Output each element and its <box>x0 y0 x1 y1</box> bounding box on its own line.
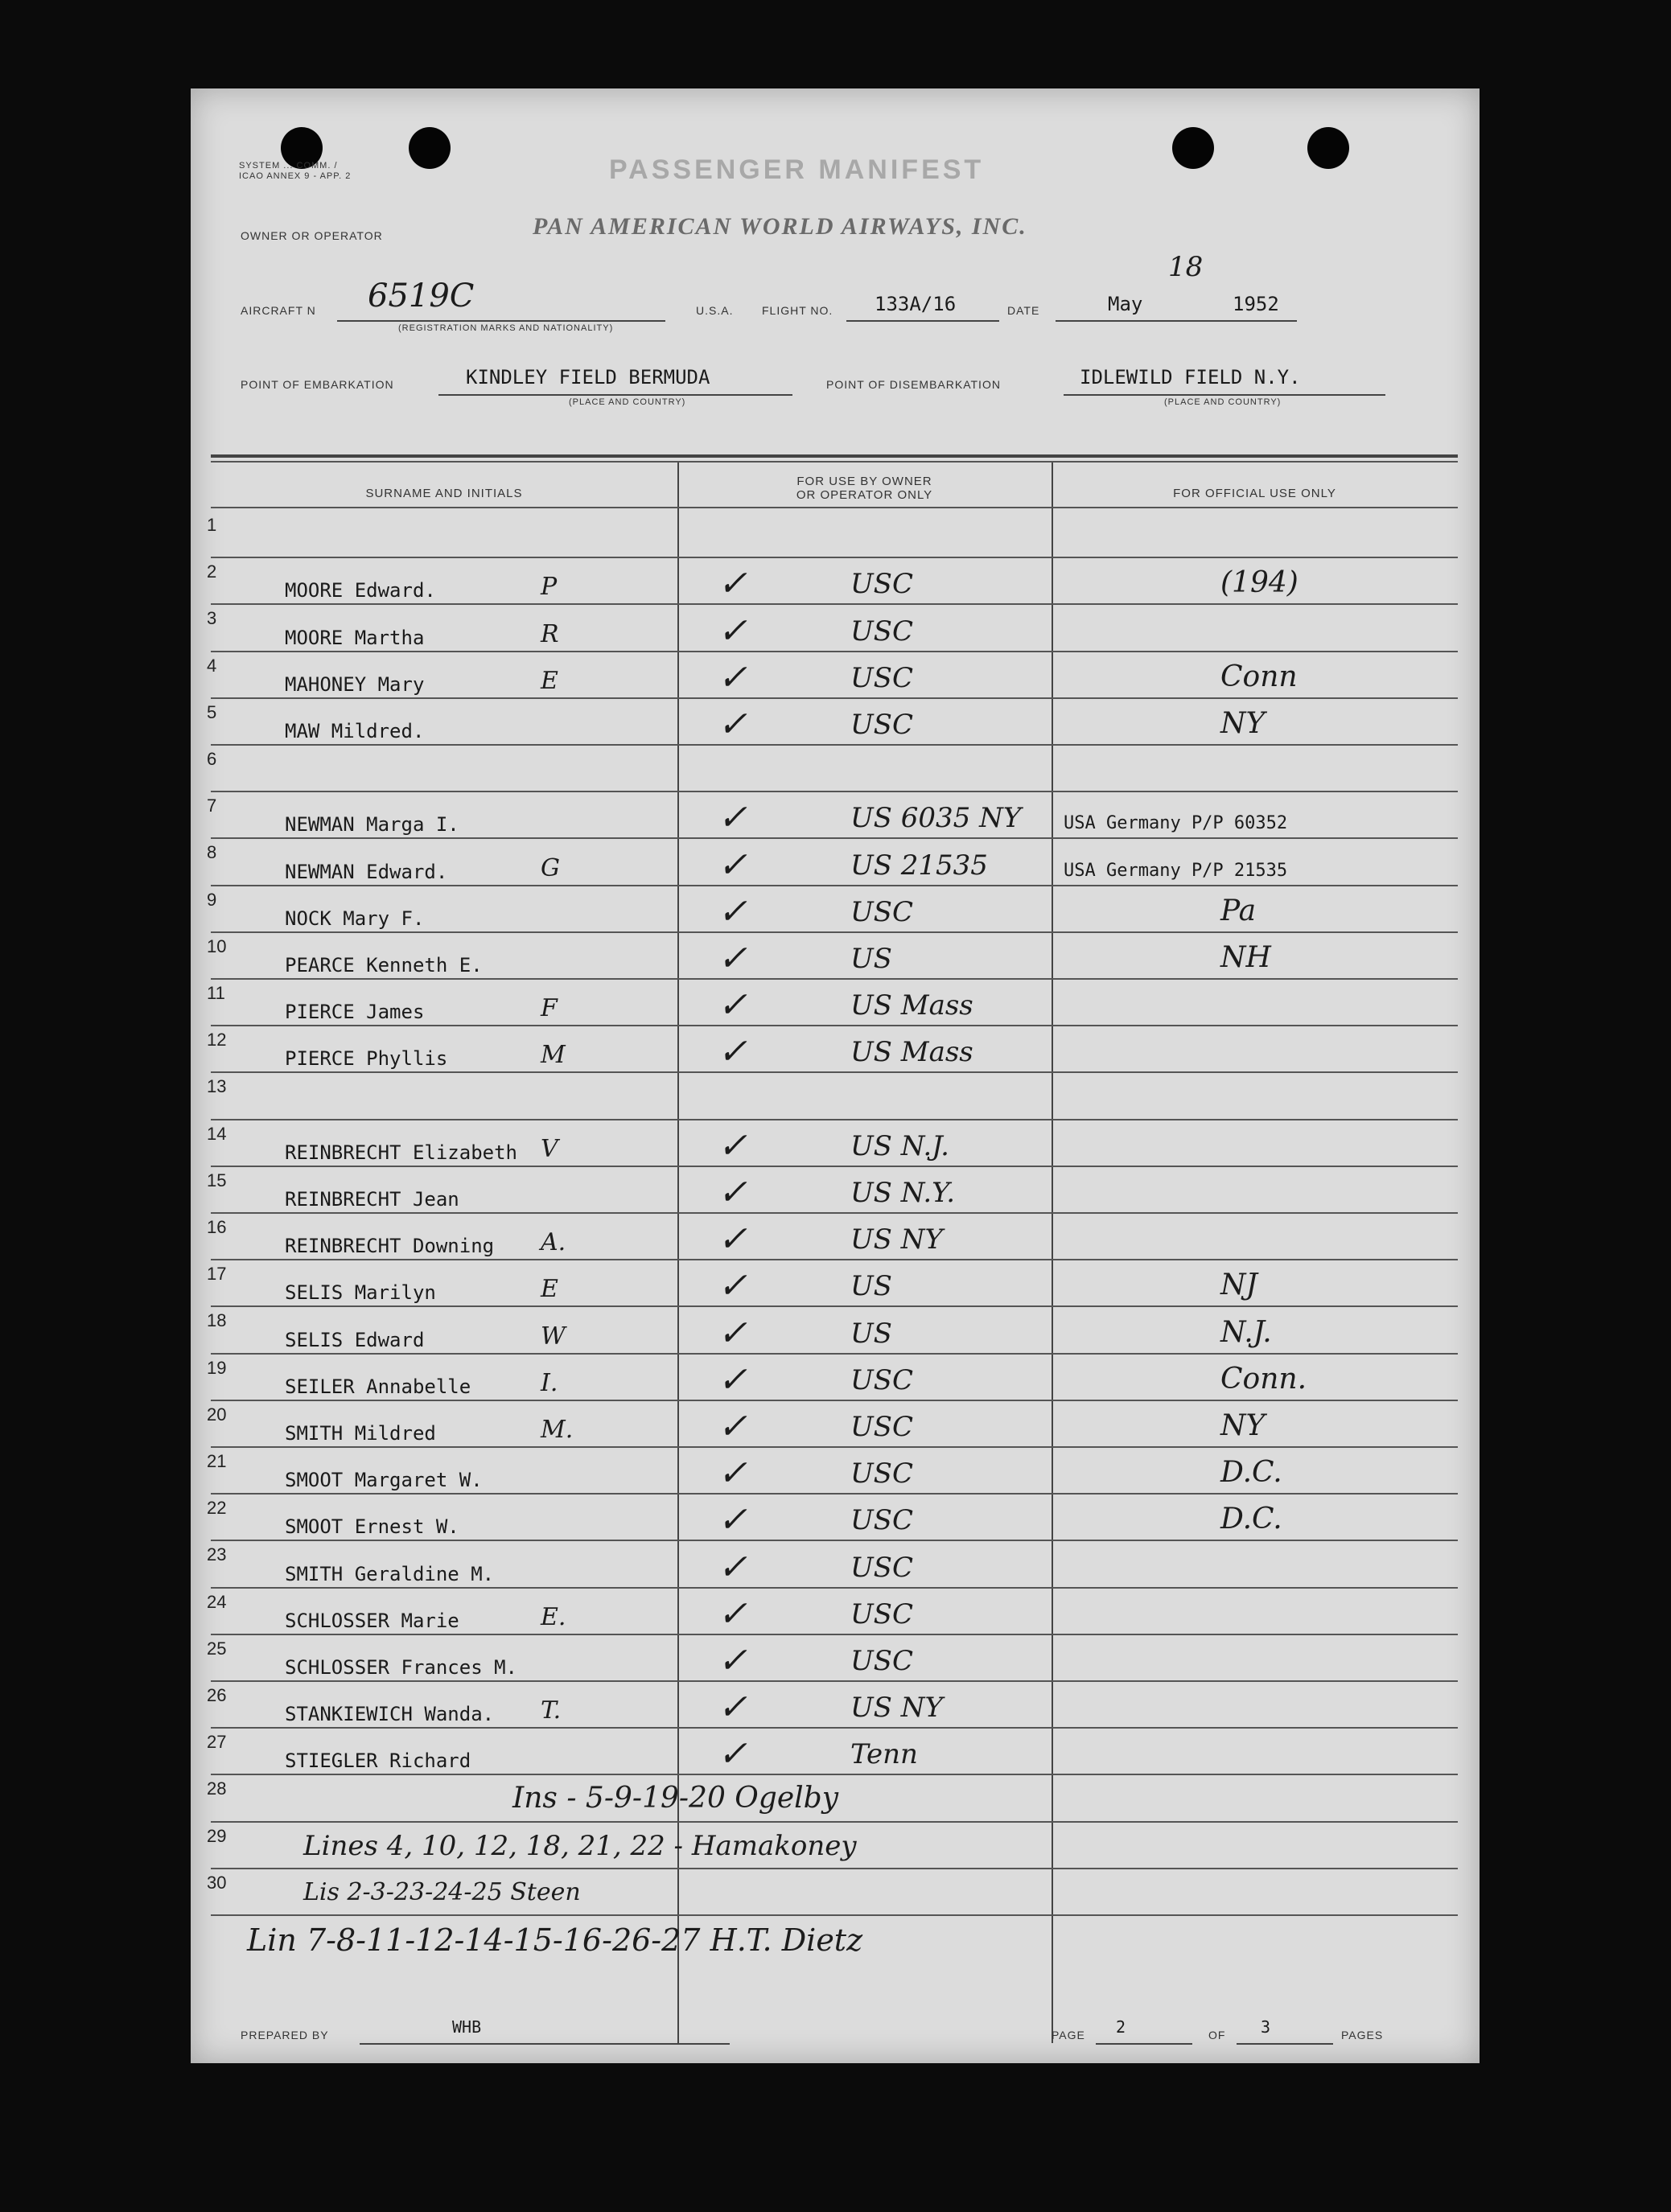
flight-label: FLIGHT NO. <box>762 304 833 317</box>
row-number: 4 <box>207 655 217 676</box>
punch-hole <box>1307 127 1349 169</box>
passenger-name: SMOOT Ernest W. <box>285 1515 459 1539</box>
owner-use-entry: USC <box>850 568 913 601</box>
passenger-name: REINBRECHT Elizabeth <box>285 1141 517 1164</box>
owner-use-entry: Tenn <box>850 1738 918 1771</box>
table-row <box>191 1685 1480 1732</box>
passenger-name: STIEGLER Richard <box>285 1749 471 1773</box>
official-use-entry: USA Germany P/P 60352 <box>1064 813 1288 834</box>
passenger-initial: M. <box>541 1415 574 1444</box>
manifest-page <box>191 88 1480 2063</box>
owner-use-entry: US <box>850 942 892 975</box>
row-number: 13 <box>207 1076 227 1097</box>
check-mark-icon: ✓ <box>718 703 747 745</box>
official-use-entry: D.C. <box>1220 1456 1282 1490</box>
passenger-name: SEILER Annabelle <box>285 1375 471 1398</box>
official-use-entry: NY <box>1220 706 1266 740</box>
form-reference: SYSTEM ... COMM. / ICAO ANNEX 9 - APP. 2 <box>239 161 352 181</box>
passenger-name: PIERCE James <box>285 1001 425 1024</box>
page-label: PAGE <box>1052 2029 1085 2041</box>
row-number: 10 <box>207 935 227 956</box>
passenger-name: MAHONEY Mary <box>285 672 425 696</box>
passenger-name: NEWMAN Marga I. <box>285 813 459 837</box>
row-number: 7 <box>207 796 217 816</box>
table-row <box>191 1638 1480 1685</box>
owner-use-entry: US 6035 NY <box>850 802 1022 835</box>
annotation-line-29: Lines 4, 10, 12, 18, 21, 22 - Hamakoney <box>303 1830 857 1862</box>
embarkation-label: POINT OF EMBARKATION <box>241 378 394 391</box>
owner-use-entry: USC <box>850 1458 913 1490</box>
table-row <box>191 890 1480 936</box>
row-number: 19 <box>207 1357 227 1378</box>
check-mark-icon: ✓ <box>718 563 747 605</box>
owner-use-entry: US N.Y. <box>850 1176 956 1209</box>
column-header-owner-line1: FOR USE BY OWNER <box>796 475 932 488</box>
row-number: 20 <box>207 1404 227 1425</box>
table-row <box>191 842 1480 889</box>
row-number: 26 <box>207 1685 227 1705</box>
owner-use-entry: USC <box>850 1551 913 1584</box>
passenger-name: SCHLOSSER Marie <box>285 1609 459 1632</box>
owner-use-entry: US <box>850 1317 892 1350</box>
check-mark-icon: ✓ <box>718 1171 747 1213</box>
passenger-initial: A. <box>541 1228 566 1257</box>
row-number: 12 <box>207 1030 227 1050</box>
table-row <box>191 515 1480 561</box>
row-number: 23 <box>207 1544 227 1565</box>
table-row <box>191 1264 1480 1310</box>
disembarkation-point: IDLEWILD FIELD N.Y. <box>1080 366 1301 389</box>
passenger-initial: W <box>541 1322 566 1351</box>
table-row <box>191 796 1480 842</box>
table-row <box>191 1451 1480 1498</box>
owner-use-entry: USC <box>850 1504 913 1537</box>
of-label: OF <box>1208 2029 1226 2041</box>
owner-use-entry: USC <box>850 708 913 741</box>
owner-label: OWNER OR OPERATOR <box>241 229 383 242</box>
table-row <box>191 561 1480 608</box>
row-number: 24 <box>207 1591 227 1612</box>
check-mark-icon: ✓ <box>718 890 747 932</box>
flight-number: 133A/16 <box>875 293 957 315</box>
table-row <box>191 1544 1480 1591</box>
check-mark-icon: ✓ <box>718 1687 747 1729</box>
column-header-owner-line2: OR OPERATOR ONLY <box>796 488 933 502</box>
owner-use-entry: USC <box>850 1363 913 1396</box>
check-mark-icon: ✓ <box>718 797 747 839</box>
row-number: 11 <box>207 983 225 1003</box>
check-mark-icon: ✓ <box>718 1359 747 1400</box>
passenger-initial: G <box>541 853 560 882</box>
owner-use-entry: USC <box>850 1597 913 1630</box>
check-mark-icon: ✓ <box>718 1733 747 1775</box>
row-number: 5 <box>207 701 217 722</box>
row-number: 6 <box>207 749 217 769</box>
table-row <box>191 983 1480 1030</box>
row-number: 27 <box>207 1732 227 1753</box>
row-number: 16 <box>207 1217 227 1237</box>
passenger-name: SMOOT Margaret W. <box>285 1469 483 1492</box>
passenger-initial: V <box>541 1134 558 1163</box>
table-row <box>191 1124 1480 1170</box>
table-row <box>191 1076 1480 1123</box>
passenger-initial: R <box>541 619 559 648</box>
table-row <box>191 1592 1480 1638</box>
row-number: 28 <box>207 1778 227 1799</box>
date-label: DATE <box>1007 304 1040 317</box>
table-row <box>191 1732 1480 1778</box>
passenger-initial: E <box>541 666 558 695</box>
passenger-initial: T. <box>541 1696 562 1725</box>
passenger-name: MOORE Martha <box>285 626 425 649</box>
annotation-line-28: Ins - 5-9-19-20 Ogelby <box>512 1782 839 1815</box>
row-number: 8 <box>207 842 217 863</box>
row-number: 25 <box>207 1638 227 1659</box>
owner-use-entry: USC <box>850 661 913 694</box>
disembarkation-caption: (PLACE AND COUNTRY) <box>1164 397 1282 407</box>
check-mark-icon: ✓ <box>718 1219 747 1260</box>
official-use-entry: Conn <box>1220 660 1298 693</box>
official-use-entry: D.C. <box>1220 1503 1282 1536</box>
prepared-by-value: WHB <box>452 2017 482 2037</box>
embarkation-caption: (PLACE AND COUNTRY) <box>569 397 686 407</box>
owner-use-entry: US NY <box>850 1692 943 1725</box>
passenger-name: SELIS Edward <box>285 1328 425 1351</box>
pages-label: PAGES <box>1341 2029 1384 2041</box>
table-row <box>191 1358 1480 1404</box>
passenger-name: PEARCE Kenneth E. <box>285 953 483 976</box>
aircraft-label: AIRCRAFT N <box>241 304 316 317</box>
row-number: 3 <box>207 608 217 629</box>
table-top-rule <box>211 454 1458 458</box>
date-day: 18 <box>1168 251 1204 283</box>
official-use-entry: USA Germany P/P 21535 <box>1064 860 1288 881</box>
owner-use-entry: US Mass <box>850 989 973 1022</box>
passenger-initial: E <box>541 1275 558 1304</box>
date-year: 1952 <box>1233 293 1279 315</box>
check-mark-icon: ✓ <box>718 1265 747 1307</box>
check-mark-icon: ✓ <box>718 1639 747 1681</box>
passenger-name: REINBRECHT Downing <box>285 1235 495 1258</box>
punch-hole <box>409 127 451 169</box>
check-mark-icon: ✓ <box>718 1546 747 1588</box>
passenger-name: NEWMAN Edward. <box>285 860 448 883</box>
passenger-initial: M <box>541 1041 566 1070</box>
usa-label: U.S.A. <box>696 304 734 317</box>
check-mark-icon: ✓ <box>718 1499 747 1541</box>
table-row <box>191 1310 1480 1357</box>
passenger-initial: F <box>541 994 558 1023</box>
header-rule <box>211 507 1458 508</box>
table-row <box>191 1170 1480 1217</box>
table-row <box>191 1217 1480 1264</box>
total-pages: 3 <box>1261 2017 1271 2037</box>
check-mark-icon: ✓ <box>718 1593 747 1634</box>
owner-use-entry: USC <box>850 1410 913 1443</box>
embarkation-point: KINDLEY FIELD BERMUDA <box>466 366 710 389</box>
prepared-by-label: PREPARED BY <box>241 2029 329 2041</box>
table-row <box>191 749 1480 796</box>
disembarkation-label: POINT OF DISEMBARKATION <box>826 378 1001 391</box>
row-number: 9 <box>207 889 217 910</box>
registration-caption: (REGISTRATION MARKS AND NATIONALITY) <box>398 323 614 333</box>
table-top-rule-2 <box>211 461 1458 463</box>
row-number: 30 <box>207 1872 227 1893</box>
date-month: May <box>1108 293 1143 315</box>
manifest-title: PASSENGER MANIFEST <box>609 154 985 185</box>
check-mark-icon: ✓ <box>718 656 747 698</box>
passenger-name: STANKIEWICH Wanda. <box>285 1703 495 1726</box>
official-use-entry: Pa <box>1220 894 1257 927</box>
official-use-entry: NY <box>1220 1408 1266 1442</box>
annotation-line-30: Lis 2-3-23-24-25 Steen <box>303 1878 581 1906</box>
passenger-name: SMITH Mildred <box>285 1421 436 1445</box>
annotation-line-31: Lin 7-8-11-12-14-15-16-26-27 H.T. Dietz <box>247 1922 863 1958</box>
official-use-entry: (194) <box>1220 566 1299 600</box>
official-use-entry: NJ <box>1220 1268 1257 1302</box>
table-row <box>191 1498 1480 1544</box>
row-number: 18 <box>207 1310 227 1331</box>
official-use-entry: NH <box>1220 940 1271 974</box>
passenger-initial: E. <box>541 1602 566 1631</box>
row-number: 14 <box>207 1123 227 1144</box>
owner-use-entry: US 21535 <box>850 849 988 882</box>
owner-use-entry: USC <box>850 1644 913 1677</box>
official-use-entry: Conn. <box>1220 1362 1307 1396</box>
airline-name: PAN AMERICAN WORLD AIRWAYS, INC. <box>533 213 1027 240</box>
check-mark-icon: ✓ <box>718 985 747 1026</box>
passenger-initial: P <box>541 573 558 602</box>
row-number: 21 <box>207 1451 227 1471</box>
check-mark-icon: ✓ <box>718 1312 747 1354</box>
column-header-official-use: FOR OFFICIAL USE ONLY <box>1173 487 1336 500</box>
table-row <box>191 1030 1480 1076</box>
column-header-surname: SURNAME AND INITIALS <box>365 487 523 500</box>
check-mark-icon: ✓ <box>718 1405 747 1447</box>
passenger-name: PIERCE Phyllis <box>285 1047 448 1071</box>
row-number: 2 <box>207 561 217 582</box>
row-number: 1 <box>207 515 217 535</box>
passenger-name: SMITH Geraldine M. <box>285 1562 495 1585</box>
passenger-name: MOORE Edward. <box>285 579 436 602</box>
row-number: 17 <box>207 1264 227 1285</box>
official-use-entry: N.J. <box>1220 1315 1272 1349</box>
check-mark-icon: ✓ <box>718 1031 747 1073</box>
check-mark-icon: ✓ <box>718 610 747 652</box>
table-row <box>191 608 1480 655</box>
aircraft-number: 6519C <box>368 278 475 315</box>
passenger-name: MAW Mildred. <box>285 719 425 742</box>
passenger-name: REINBRECHT Jean <box>285 1187 459 1211</box>
check-mark-icon: ✓ <box>718 937 747 979</box>
row-number: 15 <box>207 1170 227 1190</box>
owner-use-entry: US Mass <box>850 1036 973 1069</box>
table-row <box>191 936 1480 983</box>
passenger-name: NOCK Mary F. <box>285 907 425 930</box>
column-header-owner-use <box>677 475 1052 502</box>
owner-use-entry: USC <box>850 895 913 928</box>
table-row <box>191 702 1480 749</box>
table-row <box>191 656 1480 702</box>
punch-hole <box>1172 127 1214 169</box>
table-row <box>191 1404 1480 1451</box>
check-mark-icon: ✓ <box>718 1453 747 1495</box>
owner-use-entry: US N.J. <box>850 1129 949 1162</box>
owner-use-entry: USC <box>850 615 913 648</box>
check-mark-icon: ✓ <box>718 844 747 886</box>
owner-use-entry: US <box>850 1270 892 1303</box>
check-mark-icon: ✓ <box>718 1125 747 1166</box>
owner-use-entry: US NY <box>850 1223 943 1256</box>
passenger-initial: I. <box>541 1368 558 1397</box>
row-number: 29 <box>207 1825 227 1846</box>
row-number: 22 <box>207 1498 227 1519</box>
passenger-name: SELIS Marilyn <box>285 1281 436 1305</box>
passenger-name: SCHLOSSER Frances M. <box>285 1655 517 1679</box>
page-number: 2 <box>1116 2017 1126 2037</box>
